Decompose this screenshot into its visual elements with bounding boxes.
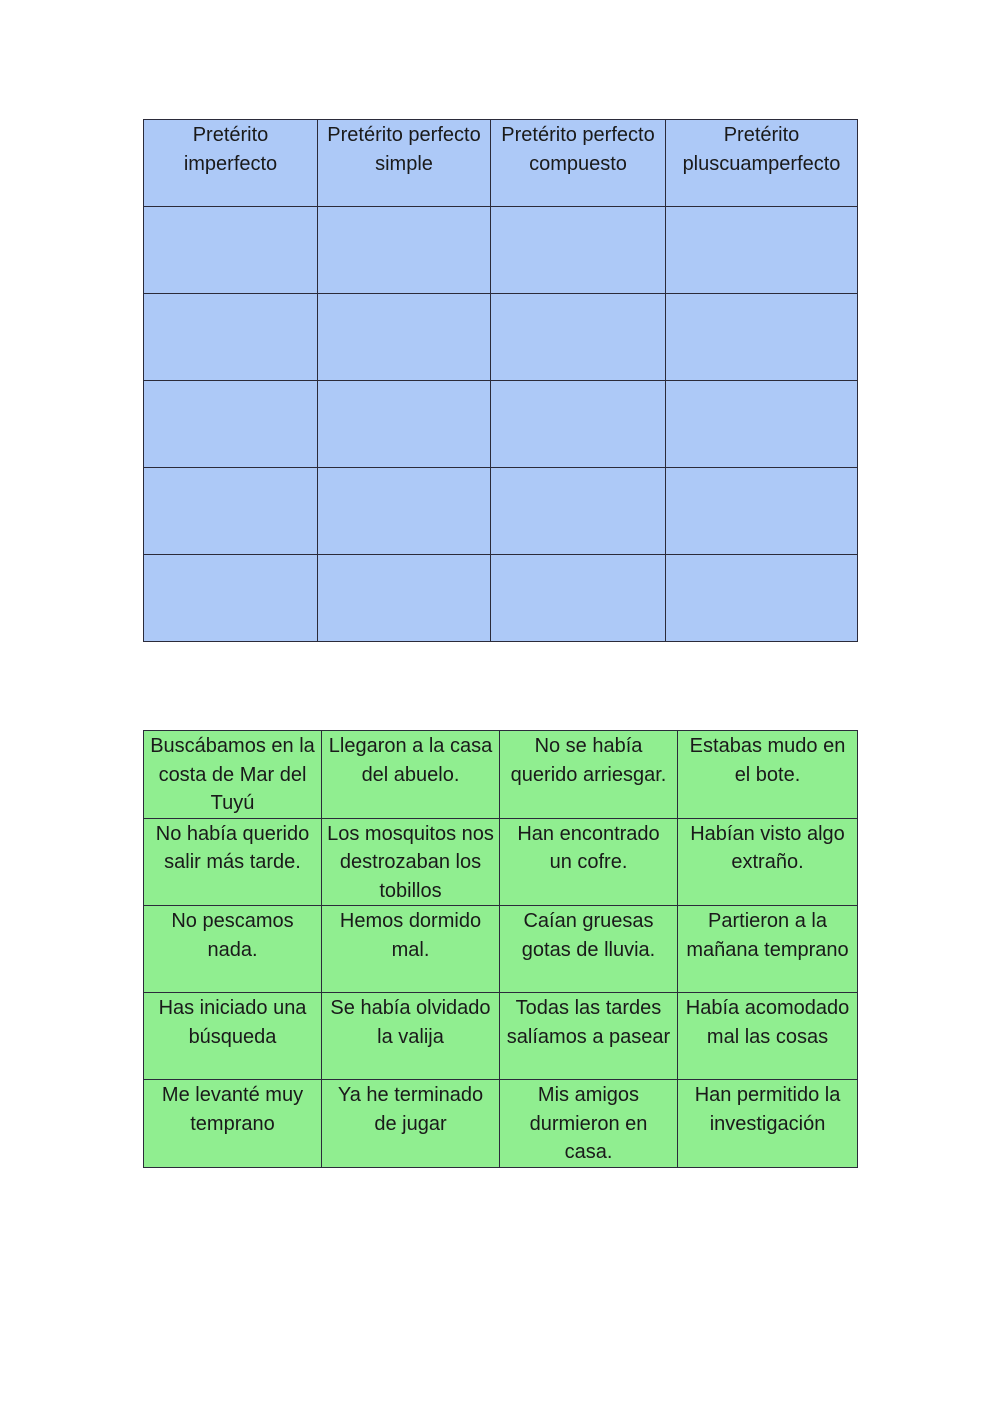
drop-cell[interactable]: [491, 555, 666, 642]
sentence-card[interactable]: Partieron a la mañana temprano: [678, 906, 858, 993]
drop-cell[interactable]: [666, 294, 858, 381]
drop-row: [144, 555, 858, 642]
sentence-card[interactable]: Había acomodado mal las cosas: [678, 993, 858, 1080]
drop-cell[interactable]: [666, 381, 858, 468]
drop-row: [144, 207, 858, 294]
drop-cell[interactable]: [144, 468, 318, 555]
header-cell-perfecto-compuesto: Pretérito perfecto compuesto: [491, 120, 666, 207]
sentence-card[interactable]: No había querido salir más tarde.: [144, 818, 322, 906]
sentence-card[interactable]: Buscábamos en la costa de Mar del Tuyú: [144, 731, 322, 819]
drop-cell[interactable]: [144, 294, 318, 381]
drop-cell[interactable]: [318, 294, 491, 381]
sentence-cards-table: [143, 730, 858, 1168]
sentence-card[interactable]: Los mosquitos nos destrozaban los tobillos: [322, 818, 500, 906]
drop-row: [144, 468, 858, 555]
drop-cell[interactable]: [144, 381, 318, 468]
sentence-card[interactable]: Me levanté muy temprano: [144, 1080, 322, 1168]
sentence-card[interactable]: Caían gruesas gotas de lluvia.: [500, 906, 678, 993]
sentence-card[interactable]: Mis amigos durmieron en casa.: [500, 1080, 678, 1168]
sentence-card[interactable]: No pescamos nada.: [144, 906, 322, 993]
tense-classification-table: [143, 119, 858, 642]
sentence-card[interactable]: Se había olvidado la valija: [322, 993, 500, 1080]
header-row: [144, 120, 858, 207]
drop-cell[interactable]: [318, 381, 491, 468]
sentence-card[interactable]: Hemos dormido mal.: [322, 906, 500, 993]
sentence-card[interactable]: Estabas mudo en el bote.: [678, 731, 858, 819]
sentence-card[interactable]: Han encontrado un cofre.: [500, 818, 678, 906]
sentence-card[interactable]: Han permitido la investigación: [678, 1080, 858, 1168]
sentence-card[interactable]: Has iniciado una búsqueda: [144, 993, 322, 1080]
drop-cell[interactable]: [666, 468, 858, 555]
drop-row: [144, 381, 858, 468]
drop-cell[interactable]: [666, 207, 858, 294]
cards-row: [144, 993, 858, 1080]
drop-row: [144, 294, 858, 381]
sentence-card[interactable]: No se había querido arriesgar.: [500, 731, 678, 819]
drop-cell[interactable]: [666, 555, 858, 642]
drop-cell[interactable]: [318, 468, 491, 555]
sentence-card[interactable]: Llegaron a la casa del abuelo.: [322, 731, 500, 819]
drop-cell[interactable]: [318, 555, 491, 642]
drop-cell[interactable]: [144, 555, 318, 642]
cards-row: [144, 906, 858, 993]
drop-cell[interactable]: [491, 381, 666, 468]
sentence-card[interactable]: Ya he terminado de jugar: [322, 1080, 500, 1168]
header-cell-pluscuamperfecto: Pretérito pluscuamperfecto: [666, 120, 858, 207]
cards-row: [144, 1080, 858, 1168]
drop-cell[interactable]: [491, 468, 666, 555]
cards-row: [144, 818, 858, 906]
header-cell-imperfecto: Pretérito imperfecto: [144, 120, 318, 207]
drop-cell[interactable]: [491, 294, 666, 381]
cards-row: [144, 731, 858, 819]
sentence-card[interactable]: Habían visto algo extraño.: [678, 818, 858, 906]
header-cell-perfecto-simple: Pretérito perfecto simple: [318, 120, 491, 207]
drop-cell[interactable]: [318, 207, 491, 294]
sentence-card[interactable]: Todas las tardes salíamos a pasear: [500, 993, 678, 1080]
drop-cell[interactable]: [491, 207, 666, 294]
drop-cell[interactable]: [144, 207, 318, 294]
